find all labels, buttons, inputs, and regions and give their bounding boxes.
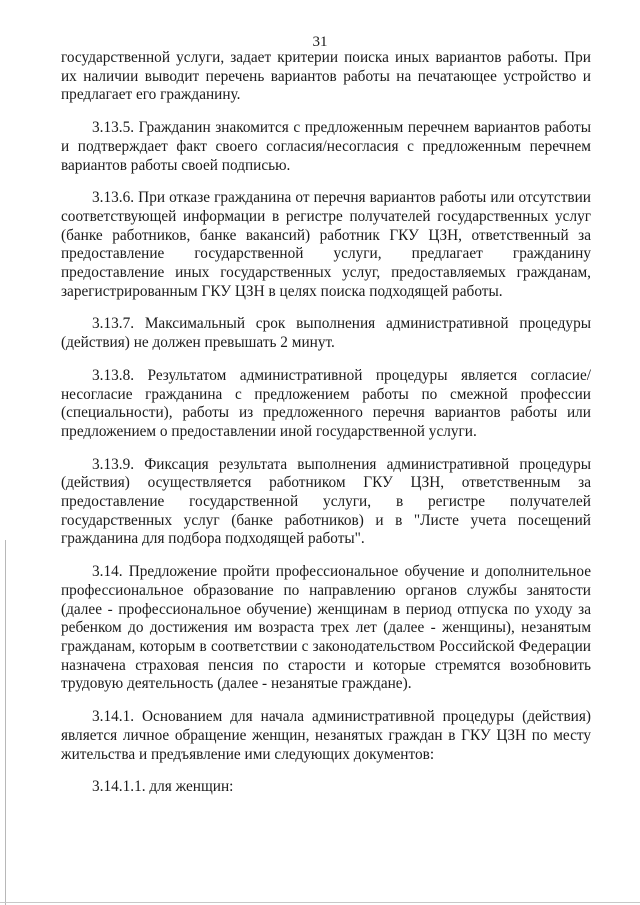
scan-edge-left (5, 540, 6, 905)
paragraph-3-14-1: 3.14.1. Основанием для начала административной процедуры (действия) является личное обращение женщин, незанятых граждан в ГКУ ЦЗН по месту жительства и предъявление ими следующих документов: (61, 708, 591, 763)
scan-edge-bottom (0, 902, 640, 903)
page-number: 31 (312, 34, 328, 50)
paragraph-3-14: 3.14. Предложение пройти профессиональное обучение и дополнительное профессиональное образование по направлению органов службы занятости (далее - профессиональное обучение) женщинам в период отпуска по уходу за ребенком до достижения им возраста трех лет (далее - женщины), незанятым гражданам, которым в соответствии с законодательством Российской Федерации назначена страховая пенсия по старости и которые стремятся возобновить трудовую деятельность (далее - незанятые граждане). (61, 563, 591, 693)
paragraph-3-13-9: 3.13.9. Фиксация результата выполнения административной процедуры (действия) осуществляется работником ГКУ ЦЗН, ответственным за предоставление государственной услуги, в регистре получателей государственных услуг (банке работников) и в "Листе учета посещений гражданина для подбора подходящей работы". (61, 455, 591, 548)
paragraph-3-14-1-1: 3.14.1.1. для женщин: (92, 778, 234, 796)
paragraph-3-13-8: 3.13.8. Результатом административной процедуры является согласие/несогласие гражданина с предложением работы по смежной профессии (специальности), работы из предложенного перечня вариантов работы или предложением о предоставлении иной государственной услуги. (61, 366, 591, 440)
paragraph-3-13-6: 3.13.6. При отказе гражданина от перечня вариантов работы или отсутствии соответствующей информации в регистре получателей государственных услуг (банке работников, банке вакансий) работник ГКУ ЦЗН, ответственный за предоставление государственной услуги, предлагает гражданину предоставление иных государственных услуг, предоставляемых гражданам, зарегистрированным ГКУ ЦЗН в целях поиска подходящей работы. (61, 189, 591, 300)
paragraph-3-13-7: 3.13.7. Максимальный срок выполнения административной процедуры (действия) не должен превышать 2 минут. (61, 315, 591, 352)
paragraph-continuation: государственной услуги, задает критерии поиска иных вариантов работы. При их наличии выводит перечень вариантов работы на печатающее устройство и предлагает его гражданину. (61, 49, 591, 104)
document-body (61, 49, 591, 811)
paragraph-3-13-5: 3.13.5. Гражданин знакомится с предложенным перечнем вариантов работы и подтверждает факт своего согласия/несогласия с предложенным перечнем вариантов работы своей подписью. (61, 119, 591, 174)
